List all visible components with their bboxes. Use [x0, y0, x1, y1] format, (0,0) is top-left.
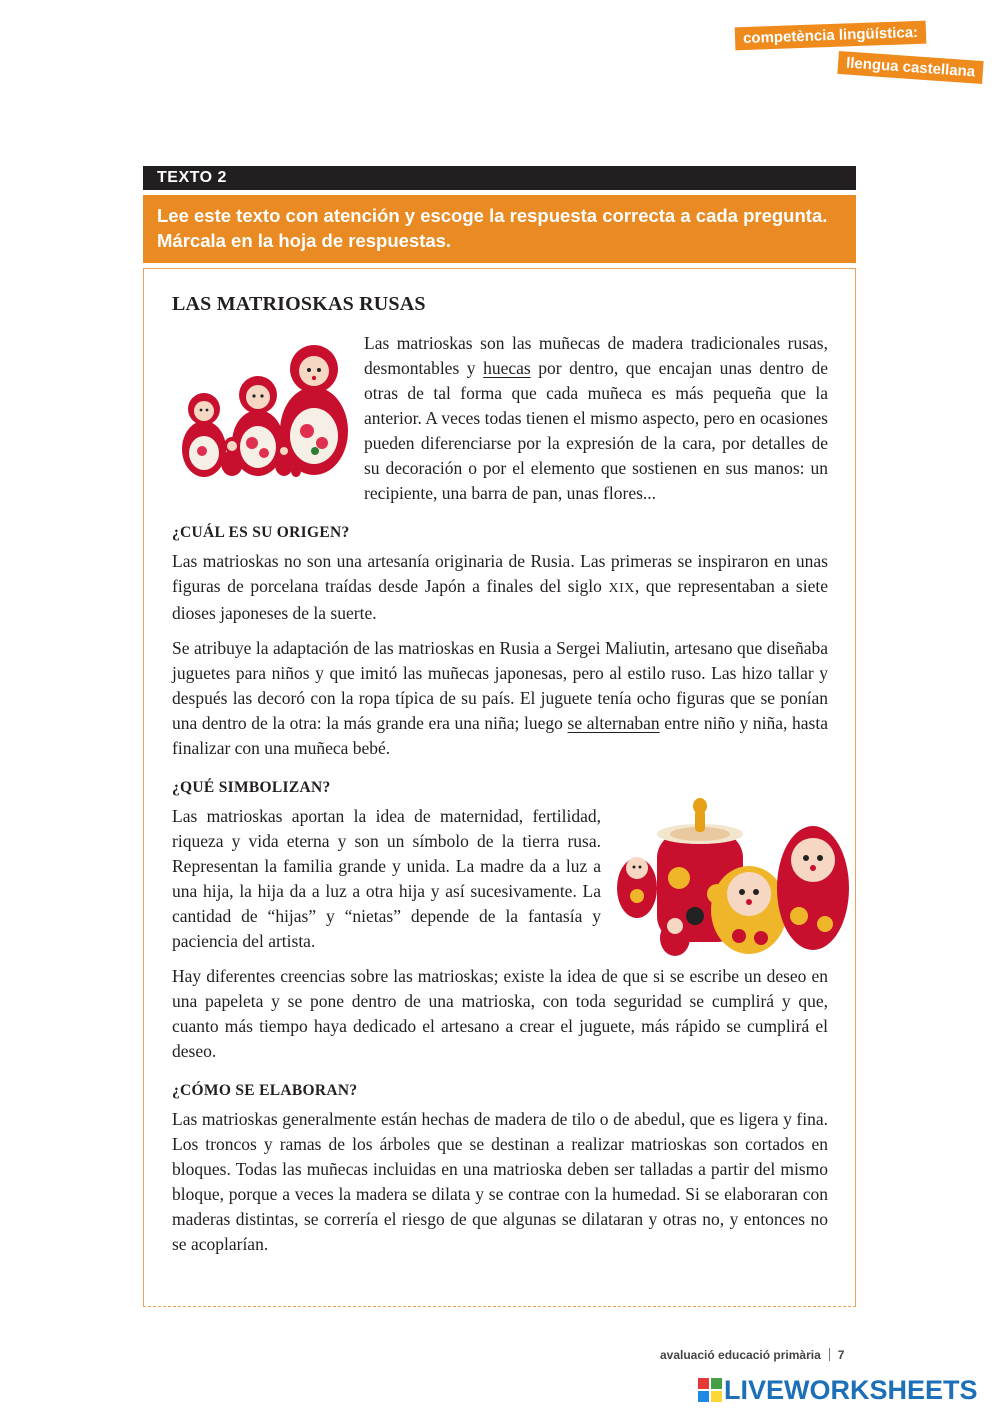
- heading-origin: ¿CUÁL ES SU ORIGEN?: [172, 524, 350, 541]
- doll-small: [182, 393, 226, 477]
- matrioska-row-image: [172, 331, 352, 481]
- symbolism-paragraph-2: Hay diferentes creencias sobre las matrioskas; existe la idea de que si se escribe un deseo en una papeleta y se pone dentro de una matrioska, con toda seguridad se cumplirá y que, cuanto más tiempo haya dedicado el artesano a crear el juguete, más rápido se cumplirá el deseo.: [172, 966, 828, 1061]
- article-title: LAS MATRIOSKAS RUSAS: [172, 293, 426, 315]
- liveworksheets-logo-icon: [698, 1378, 722, 1402]
- heading-making: ¿CÓMO SE ELABORAN?: [172, 1082, 358, 1099]
- matrioska-set-image: [609, 798, 854, 958]
- small-red-doll: [617, 857, 657, 918]
- symbolism-paragraph-1: Las matrioskas aportan la idea de maternidad, fertilidad, riqueza y vida eterna y son un símbolo de la tierra rusa. Representan la familia grande y unida. La madre da a luz a una hija, la hija da a luz a otra hija y así sucesivamente. La cantidad de “hijas” y “nietas” depende de la fantasía y paciencia del artista.: [172, 806, 601, 951]
- origin-paragraph-2: Se atribuye la adaptación de las matrioskas en Rusia a Sergei Maliutin, artesano que diseñaba juguetes para niños y que imitó las muñecas japonesas, pero al estilo ruso. Las hizo tallar y después las decoró con la ropa típica de su país. El juguete tenía ocho figuras que se ponían una dentro de la otra: la más grande era una niña; luego se alternaban entre niño y niña, hasta finalizar con una muñeca bebé.: [172, 638, 828, 758]
- origin-paragraph-1: Las matrioskas no son una artesanía originaria de Rusia. Las primeras se inspiraron en unas figuras de porcelana traídas desde Japón a finales del siglo XIX, que representaban a siete dioses japoneses de la suerte.: [172, 551, 828, 623]
- liveworksheets-watermark: LIVEWORKSHEETS: [698, 1375, 978, 1406]
- making-paragraph: Las matrioskas generalmente están hechas de madera de tilo o de abedul, que es ligera y fina. Los troncos y ramas de los árboles que se destinan a realizar matrioskas son cortados en bloques. Todas las muñecas incluidas en una matrioska deben ser talladas a partir del mismo bloque, porque a veces la madera se dilata y se contrae con la humedad. Si se elaboraran con maderas distintas, se correría el riesgo de que algunas se dilataran y otras no, y entonces no se acoplarían.: [172, 1109, 828, 1254]
- page-footer: [660, 1348, 844, 1362]
- instructions-banner: Lee este texto con atención y escoge la respuesta correcta a cada pregunta. Márcala en la hoja de respuestas.: [143, 195, 856, 263]
- yellow-doll: [711, 866, 787, 954]
- footer-text: avaluació educació primària: [660, 1348, 821, 1362]
- page-number: 7: [837, 1348, 845, 1362]
- heading-symbolism: ¿QUÉ SIMBOLIZAN?: [172, 779, 331, 796]
- competence-tag: competència lingüística:: [735, 21, 927, 51]
- doll-large: [280, 345, 348, 475]
- underlined-phrase-se-alternaban: se alternaban: [567, 713, 660, 733]
- section-label: TEXTO 2: [143, 166, 856, 190]
- article: [172, 292, 828, 1267]
- intro-paragraph: Las matrioskas son las muñecas de madera tradicionales rusas, desmontables y huecas por dentro, que encajan unas dentro de otras de tal forma que cada muñeca es más pequeña que la anterior. A veces todas tienen el mismo aspecto, pero en ocasiones pueden diferenciarse por la expresión de la cara, por detalles de su decoración o por el elemento que sostienen en sus manos: un recipiente, una barra de pan, unas flores...: [364, 333, 828, 503]
- underlined-word-huecas: huecas: [483, 358, 531, 378]
- tall-red-doll: [777, 826, 849, 950]
- subject-tag: llengua castellana: [837, 51, 983, 84]
